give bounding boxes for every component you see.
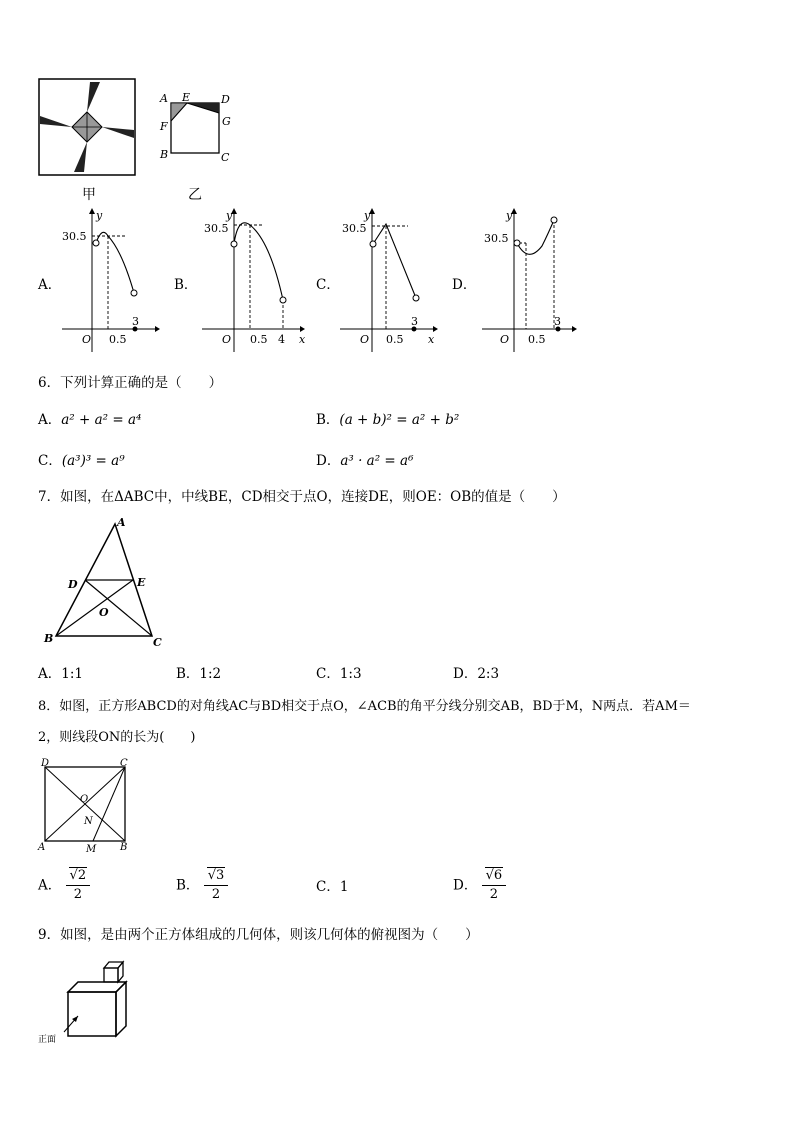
svg-text:3: 3	[132, 315, 139, 328]
q9-cube-figure	[36, 956, 146, 1048]
svg-text:3: 3	[554, 315, 561, 328]
q7-stem: 7．如图，在ΔABC中，中线BE，CD相交于点O，连接DE，则OE：OB的值是（ ）	[38, 489, 566, 505]
q6-option-a[interactable]	[38, 411, 141, 429]
svg-text:30.5: 30.5	[62, 230, 87, 243]
q7-option-b[interactable]: B．1:2	[176, 666, 222, 682]
label-N: N	[84, 816, 93, 827]
label-B: B	[160, 148, 169, 161]
q5-option-a[interactable]: A．	[38, 277, 62, 293]
label-D: D	[68, 578, 78, 591]
q6-b-letter: B．	[316, 412, 340, 428]
label-A: A	[38, 842, 46, 853]
svg-text:O: O	[360, 333, 370, 346]
svg-text:4: 4	[278, 333, 285, 346]
svg-text:y: y	[226, 209, 233, 222]
svg-text:0.5: 0.5	[250, 333, 268, 346]
label-jia: 甲	[82, 187, 96, 203]
svg-text:x: x	[299, 333, 306, 346]
figure-jia	[38, 78, 138, 178]
svg-text:0.5: 0.5	[528, 333, 546, 346]
label-E: E	[137, 576, 146, 589]
label-O: O	[99, 606, 109, 619]
svg-text:30.5: 30.5	[484, 232, 509, 245]
q8-option-c[interactable]: C．1	[316, 879, 349, 895]
q8-square-figure	[36, 756, 136, 854]
svg-text:y: y	[506, 209, 513, 222]
q5-option-d[interactable]: D．	[452, 277, 477, 293]
svg-text:30.5: 30.5	[342, 222, 367, 235]
label-A: A	[160, 92, 168, 105]
label-D: D	[41, 758, 50, 769]
q8-option-a[interactable]: A． $\frac{√2}{2}$	[38, 867, 90, 904]
svg-text:O: O	[500, 333, 510, 346]
label-yi: 乙	[188, 187, 202, 203]
svg-text:y: y	[96, 209, 103, 222]
svg-text:y: y	[364, 209, 371, 222]
q5-graph-b	[200, 206, 310, 356]
q6-stem: 6．下列计算正确的是（ ）	[38, 375, 223, 391]
q6-option-c[interactable]	[38, 452, 125, 470]
svg-text:3: 3	[411, 315, 418, 328]
label-M: M	[86, 844, 97, 854]
label-G: G	[222, 115, 231, 128]
q6-d-expr: a³ · a² = a⁶	[340, 453, 414, 469]
q6-option-d[interactable]	[316, 452, 413, 470]
q5-option-c[interactable]: C．	[316, 277, 340, 293]
label-C: C	[120, 758, 128, 769]
q8-stem-line1: 8．如图，正方形ABCD的对角线AC与BD相交于点O，∠ACB的角平分线分别交AB，BD于M，N两点．若AM＝	[38, 699, 691, 714]
q9-stem: 9．如图，是由两个正方体组成的几何体，则该几何体的俯视图为（ ）	[38, 927, 479, 943]
svg-text:30.5: 30.5	[204, 222, 229, 235]
q8-option-b[interactable]: B． $\frac{√3}{2}$	[176, 867, 228, 904]
q7-option-a[interactable]: A．1:1	[38, 666, 83, 682]
label-O: O	[80, 794, 89, 805]
q6-d-letter: D．	[316, 453, 341, 469]
svg-text:O: O	[82, 333, 92, 346]
figure-yi	[158, 88, 238, 168]
q5-graph-d	[480, 206, 580, 356]
q6-a-letter: A．	[38, 412, 62, 428]
q6-c-expr: (a³)³ = a⁹	[61, 453, 125, 469]
q6-option-b[interactable]	[316, 411, 459, 429]
q8-option-d[interactable]: D． $\frac{√6}{2}$	[453, 867, 506, 904]
q7-option-d[interactable]: D．2:3	[453, 666, 500, 682]
label-E: E	[182, 91, 191, 104]
label-C: C	[221, 151, 230, 164]
svg-text:0.5: 0.5	[386, 333, 404, 346]
q6-b-expr: (a + b)² = a² + b²	[339, 412, 460, 428]
label-F: F	[160, 120, 168, 133]
q7-triangle-figure	[40, 514, 170, 650]
label-A: A	[117, 516, 126, 529]
label-C: C	[153, 636, 162, 649]
q5-option-b[interactable]: B．	[174, 277, 198, 293]
q7-option-c[interactable]: C．1:3	[316, 666, 362, 682]
q6-c-letter: C．	[38, 453, 62, 469]
q5-graph-c	[338, 206, 443, 356]
fraction: $\frac{√2}{2}$	[66, 867, 91, 904]
label-D: D	[221, 93, 230, 106]
fraction: $\frac{√6}{2}$	[482, 867, 507, 904]
svg-text:O: O	[222, 333, 232, 346]
q8-stem-line2: 2，则线段ON的长为( )	[38, 730, 196, 745]
front-label: 正面	[38, 1035, 57, 1045]
label-B: B	[44, 632, 54, 645]
q6-a-expr: a² + a² = a⁴	[61, 412, 142, 428]
svg-text:x: x	[428, 333, 435, 346]
q5-graph-a	[60, 206, 160, 356]
fraction: $\frac{√3}{2}$	[204, 867, 229, 904]
label-B: B	[120, 842, 128, 853]
svg-text:0.5: 0.5	[109, 333, 127, 346]
